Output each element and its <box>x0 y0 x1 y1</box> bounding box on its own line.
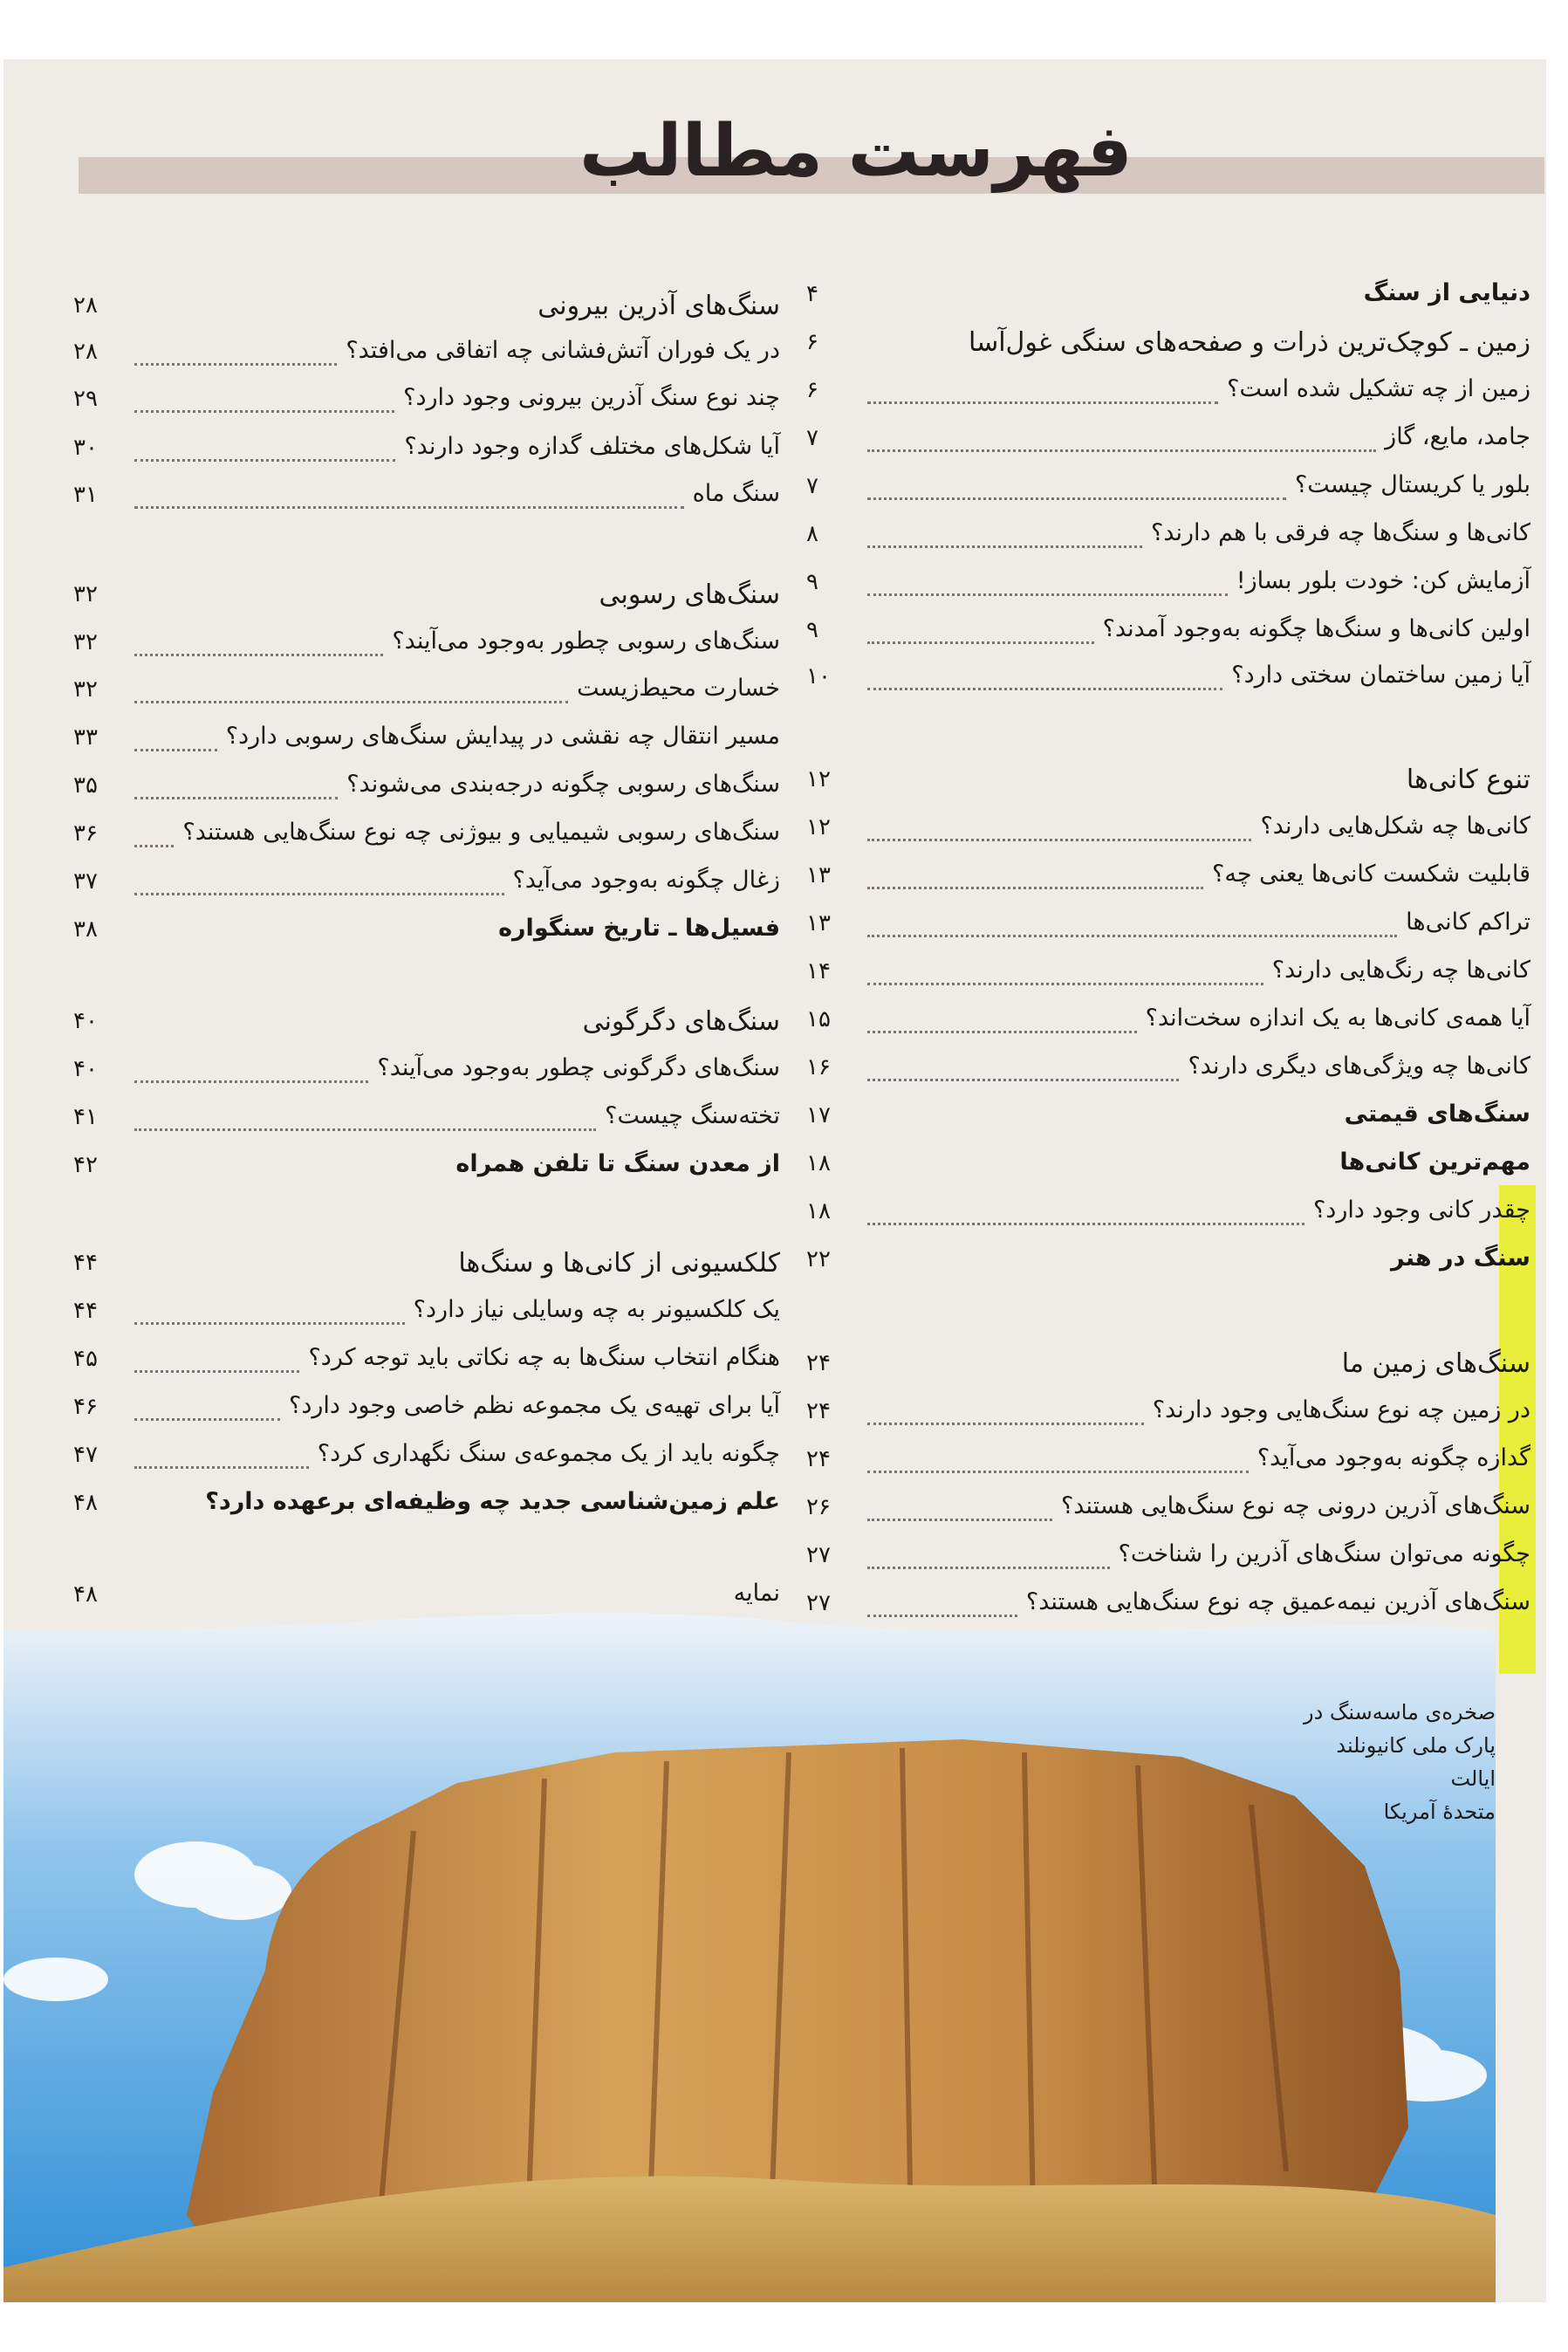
toc-entry-title: کانی‌ها چه ویژگی‌های دیگری دارند؟ <box>1188 1053 1530 1080</box>
toc-entry-title: آزمایش کن: خودت بلور بساز! <box>1236 567 1530 594</box>
toc-row <box>806 567 1530 613</box>
toc-section-title: سنگ‌های زمین ما <box>1341 1348 1530 1379</box>
toc-row <box>806 1053 1530 1098</box>
toc-page-number: ۸ <box>806 521 818 547</box>
toc-entry-title: جامد، مایع، گاز <box>1385 423 1530 450</box>
dot-leader <box>867 641 1094 644</box>
toc-row <box>806 813 1530 858</box>
toc-page-number: ۲۷ <box>806 1542 831 1568</box>
toc-entry-title: در زمین چه نوع سنگ‌هایی وجود دارند؟ <box>1152 1396 1530 1423</box>
toc-entry-title: قابلیت شکست کانی‌ها یعنی چه؟ <box>1212 861 1530 888</box>
toc-row <box>73 1150 780 1196</box>
toc-row <box>73 480 780 525</box>
dot-leader <box>134 363 337 366</box>
toc-row <box>73 1102 780 1148</box>
toc-page-number: ۹ <box>806 617 818 643</box>
toc-entry-title: سنگ‌های رسوبی چگونه درجه‌بندی می‌شوند؟ <box>346 771 780 798</box>
page-title: فهرست مطالب <box>579 110 1133 193</box>
toc-page-number: ۱۵ <box>806 1006 831 1032</box>
dot-leader <box>134 845 174 847</box>
dot-leader <box>867 401 1218 404</box>
dot-leader <box>134 1370 299 1373</box>
toc-page-number: ۴۵ <box>73 1346 98 1372</box>
book-page <box>3 59 1546 2302</box>
toc-page-number: ۱۴ <box>806 958 831 984</box>
toc-entry-title: آیا زمین ساختمان سختی دارد؟ <box>1231 662 1530 689</box>
toc-section-title: سنگ‌های رسوبی <box>599 579 780 610</box>
toc-entry-title: خسارت محیط‌زیست <box>577 675 780 702</box>
dot-leader <box>867 1223 1304 1225</box>
toc-row <box>73 1488 780 1533</box>
toc-page-number: ۱۳ <box>806 910 831 936</box>
dot-leader <box>134 701 568 703</box>
toc-page-number: ۲۴ <box>806 1350 831 1376</box>
toc-row <box>806 1492 1530 1538</box>
toc-page-number: ۴ <box>806 281 818 307</box>
toc-row <box>73 579 780 625</box>
toc-entry-title: یک کلکسیونر به چه وسایلی نیاز دارد؟ <box>413 1296 780 1323</box>
toc-row <box>73 291 780 336</box>
toc-page-number: ۷ <box>806 473 818 499</box>
dot-leader <box>867 1079 1179 1081</box>
toc-page-number: ۱۳ <box>806 862 831 888</box>
toc-entry-title: آیا برای تهیه‌ی یک مجموعه نظم خاصی وجود دارد؟ <box>289 1392 780 1419</box>
dot-leader <box>867 983 1263 985</box>
toc-entry-title: کانی‌ها و سنگ‌ها چه فرقی با هم دارند؟ <box>1151 519 1530 546</box>
toc-row <box>73 1440 780 1485</box>
dot-leader <box>134 1466 309 1469</box>
dot-leader <box>134 654 383 656</box>
toc-page-number: ۴۲ <box>73 1152 98 1178</box>
toc-page-number: ۶ <box>806 377 818 403</box>
toc-row <box>73 723 780 768</box>
toc-page-number: ۴۴ <box>73 1250 98 1276</box>
toc-row <box>806 861 1530 906</box>
dot-leader <box>867 1031 1137 1033</box>
toc-entry-title: علم زمین‌شناسی جدید چه وظیفه‌ای برعهده دارد؟ <box>205 1488 780 1515</box>
toc-row <box>73 337 780 382</box>
caption-line: پارک ملی کانیونلند ایالت <box>1336 1733 1496 1791</box>
toc-page-number: ۴۰ <box>73 1056 98 1082</box>
toc-row <box>73 867 780 912</box>
toc-entry-title: تخته‌سنگ چیست؟ <box>605 1102 780 1129</box>
dot-leader <box>867 935 1397 937</box>
caption-line: متحدهٔ آمریکا <box>1383 1800 1496 1824</box>
toc-entry-title: چقدر کانی وجود دارد؟ <box>1312 1197 1530 1224</box>
toc-entry-title: سنگ‌های قیمتی <box>1344 1101 1530 1128</box>
dot-leader <box>134 410 394 413</box>
toc-page-number: ۴۶ <box>73 1394 98 1420</box>
toc-page-number: ۲۴ <box>806 1398 831 1424</box>
dot-leader <box>134 1418 280 1421</box>
toc-page-number: ۳۲ <box>73 676 98 703</box>
dot-leader <box>867 887 1203 889</box>
toc-entry-title: اولین کانی‌ها و سنگ‌ها چگونه به‌وجود آمدند؟ <box>1102 615 1530 642</box>
toc-row <box>73 627 780 673</box>
toc-entry-title: کانی‌ها چه رنگ‌هایی دارند؟ <box>1271 957 1530 984</box>
toc-section-title: تنوع کانی‌ها <box>1406 765 1530 795</box>
toc-entry-title: فسیل‌ها ـ تاریخ سنگواره <box>498 915 780 942</box>
toc-entry-title: دنیایی از سنگ <box>1363 279 1530 306</box>
toc-row <box>73 384 780 429</box>
toc-entry-title: هنگام انتخاب سنگ‌ها به چه نکاتی باید توجه کرد؟ <box>308 1344 780 1371</box>
toc-entry-title: سنگ‌های رسوبی شیمیایی و بیوژنی چه نوع سنگ‌هایی هستند؟ <box>182 819 780 846</box>
toc-page-number: ۱۷ <box>806 1102 831 1128</box>
toc-page-number: ۳۲ <box>73 629 98 655</box>
toc-entry-title: سنگ‌های آذرین نیمه‌عمیق چه نوع سنگ‌هایی هستند؟ <box>1025 1588 1530 1615</box>
toc-entry-title: چگونه می‌توان سنگ‌های آذرین را شناخت؟ <box>1118 1540 1530 1567</box>
toc-row <box>806 471 1530 517</box>
dot-leader <box>867 1423 1144 1425</box>
sandstone-butte-photo <box>3 1604 1496 2302</box>
toc-section-title: کلکسیونی از کانی‌ها و سنگ‌ها <box>458 1248 780 1279</box>
dot-leader <box>134 1128 596 1131</box>
toc-page-number: ۱۸ <box>806 1198 831 1224</box>
toc-row <box>806 957 1530 1002</box>
toc-page-number: ۲۸ <box>73 339 98 365</box>
dot-leader <box>867 497 1286 500</box>
toc-page-number: ۴۰ <box>73 1008 98 1034</box>
toc-page-number: ۳۲ <box>73 581 98 607</box>
toc-entry-title: سنگ‌های رسوبی چطور به‌وجود می‌آیند؟ <box>392 627 780 655</box>
toc-row <box>806 1348 1530 1394</box>
toc-row <box>806 327 1530 373</box>
dot-leader <box>134 1080 368 1083</box>
butte-illustration <box>3 1604 1496 2302</box>
dot-leader <box>867 545 1142 548</box>
toc-entry-title: بلور یا کریستال چیست؟ <box>1294 471 1530 498</box>
toc-page-number: ۷ <box>806 425 818 451</box>
dot-leader <box>867 1471 1249 1473</box>
toc-page-number: ۲۲ <box>806 1246 831 1272</box>
toc-row <box>806 1245 1530 1290</box>
toc-page-number: ۱۲ <box>806 766 831 792</box>
toc-entry-title: آیا شکل‌های مختلف گدازه وجود دارند؟ <box>404 433 780 460</box>
toc-page-number: ۱۰ <box>806 663 831 689</box>
toc-entry-title: زمین از چه تشکیل شده است؟ <box>1227 375 1530 402</box>
toc-page-number: ۳۰ <box>73 435 98 461</box>
toc-page-number: ۳۶ <box>73 820 98 847</box>
toc-entry-title: گدازه چگونه به‌وجود می‌آید؟ <box>1256 1444 1530 1471</box>
toc-page-number: ۹ <box>806 569 818 595</box>
toc-page-number: ۱۶ <box>806 1054 831 1080</box>
toc-row <box>806 279 1530 325</box>
toc-row <box>73 1248 780 1293</box>
toc-section-title: سنگ‌های دگرگونی <box>582 1006 780 1037</box>
toc-entry-title: مهم‌ترین کانی‌ها <box>1339 1149 1530 1176</box>
toc-entry-title: سنگ در هنر <box>1391 1245 1530 1272</box>
dot-leader <box>134 893 504 895</box>
dot-leader <box>867 1519 1052 1521</box>
dot-leader <box>134 506 684 509</box>
dot-leader <box>867 688 1222 690</box>
caption-line: صخره‌ی ماسه‌سنگ در <box>1304 1700 1496 1725</box>
toc-page-number: ۲۸ <box>73 292 98 319</box>
toc-row <box>806 909 1530 954</box>
toc-row <box>806 1396 1530 1442</box>
toc-page-number: ۳۷ <box>73 868 98 895</box>
toc-page-number: ۲۶ <box>806 1494 831 1520</box>
toc-page-number: ۱۲ <box>806 814 831 840</box>
dot-leader <box>134 797 338 799</box>
toc-entry-title: آیا همه‌ی کانی‌ها به یک اندازه سخت‌اند؟ <box>1145 1005 1530 1032</box>
toc-row <box>806 1101 1530 1146</box>
toc-entry-title: چند نوع سنگ آذرین بیرونی وجود دارد؟ <box>403 384 780 411</box>
toc-row <box>73 1344 780 1389</box>
toc-entry-title: سنگ‌های دگرگونی چطور به‌وجود می‌آیند؟ <box>377 1054 780 1081</box>
toc-row <box>806 375 1530 421</box>
toc-entry-title: نمایه <box>733 1580 780 1607</box>
toc-page-number: ۴۴ <box>73 1298 98 1324</box>
toc-row <box>73 1006 780 1052</box>
toc-page-number: ۴۱ <box>73 1104 98 1130</box>
toc-row <box>806 765 1530 810</box>
toc-section-title: سنگ‌های آذرین بیرونی <box>538 291 780 321</box>
toc-row <box>73 819 780 864</box>
toc-row <box>806 1540 1530 1586</box>
dot-leader <box>867 593 1228 596</box>
toc-page-number: ۳۵ <box>73 772 98 799</box>
toc-section-title: زمین ـ کوچک‌ترین ذرات و صفحه‌های سنگی غول‌آسا <box>968 327 1530 358</box>
toc-entry-title: سنگ ماه <box>692 480 780 507</box>
toc-row <box>806 1005 1530 1050</box>
toc-page-number: ۱۸ <box>806 1150 831 1176</box>
toc-page-number: ۳۳ <box>73 724 98 751</box>
dot-leader <box>867 1567 1110 1569</box>
toc-entry-title: از معدن سنگ تا تلفن همراه <box>455 1150 780 1177</box>
toc-page-number: ۲۷ <box>806 1590 831 1616</box>
toc-row <box>806 423 1530 469</box>
toc-entry-title: چگونه باید از یک مجموعه‌ی سنگ نگهداری کرد؟ <box>317 1440 780 1467</box>
toc-row <box>806 662 1530 707</box>
toc-row <box>806 1149 1530 1194</box>
photo-caption <box>1286 1696 1496 1828</box>
toc-page-number: ۳۱ <box>73 482 98 508</box>
toc-row <box>806 615 1530 661</box>
toc-page-number: ۴۷ <box>73 1442 98 1468</box>
toc-row <box>806 1197 1530 1242</box>
toc-page-number: ۲۴ <box>806 1446 831 1472</box>
toc-page-number: ۶ <box>806 329 818 355</box>
toc-page-number: ۳۸ <box>73 916 98 943</box>
dot-leader <box>134 1322 405 1325</box>
toc-row <box>73 1054 780 1100</box>
dot-leader <box>134 459 395 462</box>
toc-entry-title: تراکم کانی‌ها <box>1406 909 1530 936</box>
dot-leader <box>134 749 217 751</box>
toc-entry-title: کانی‌ها چه شکل‌هایی دارند؟ <box>1260 813 1530 840</box>
toc-page-number: ۴۸ <box>73 1581 98 1608</box>
toc-row <box>73 1296 780 1341</box>
toc-row <box>73 433 780 478</box>
dot-leader <box>867 839 1251 841</box>
toc-row <box>806 519 1530 565</box>
toc-row <box>73 1392 780 1437</box>
toc-entry-title: زغال چگونه به‌وجود می‌آید؟ <box>512 867 780 894</box>
toc-entry-title: در یک فوران آتش‌فشانی چه اتفاقی می‌افتد؟ <box>346 337 780 364</box>
toc-page-number: ۴۸ <box>73 1490 98 1516</box>
toc-entry-title: مسیر انتقال چه نقشی در پیدایش سنگ‌های رسوبی دارد؟ <box>225 723 780 750</box>
dot-leader <box>867 449 1376 452</box>
toc-entry-title: سنگ‌های آذرین درونی چه نوع سنگ‌هایی هستند؟ <box>1060 1492 1530 1519</box>
toc-row <box>73 675 780 720</box>
toc-row <box>73 915 780 960</box>
toc-row <box>806 1444 1530 1490</box>
toc-page-number: ۲۹ <box>73 386 98 412</box>
toc-row <box>73 771 780 816</box>
